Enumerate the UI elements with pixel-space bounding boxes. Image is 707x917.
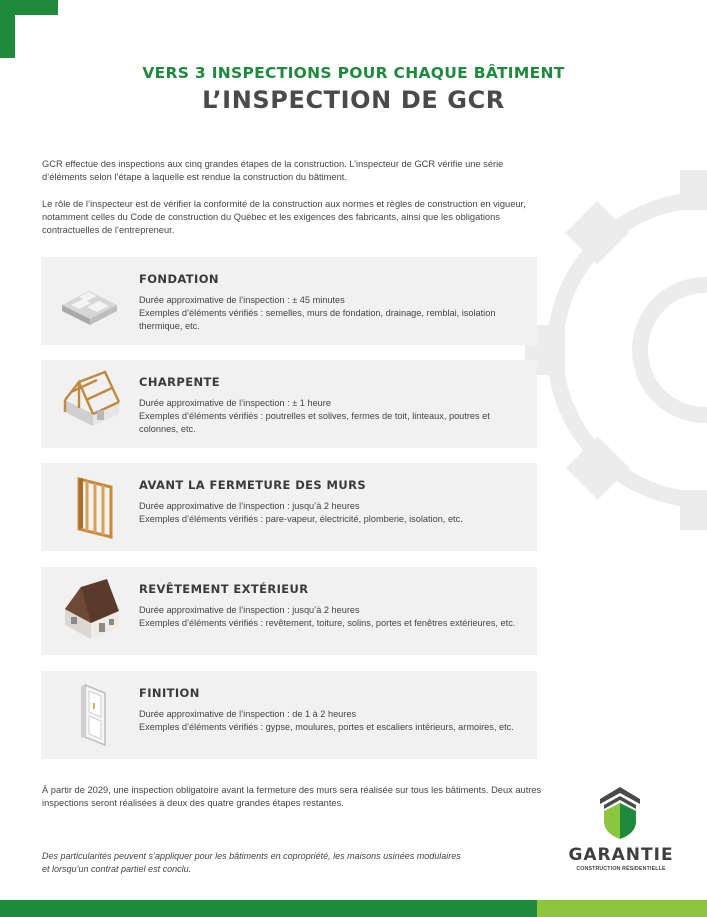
stage-examples: Exemples d’éléments vérifiés : poutrelles et solives, fermes de toit, linteaux, poutres et colonnes, etc. — [139, 411, 490, 434]
stage-title: REVÊTEMENT EXTÉRIEUR — [139, 582, 309, 596]
stage-card-finishing — [41, 671, 537, 759]
footer-bar-light — [537, 900, 707, 917]
logo-tagline: CONSTRUCTION RÉSIDENTIELLE — [576, 866, 666, 872]
page-title: L’INSPECTION DE GCR — [202, 86, 505, 114]
stage-title: FONDATION — [139, 272, 219, 286]
page-subtitle: VERS 3 INSPECTIONS POUR CHAQUE BÂTIMENT — [142, 64, 565, 82]
stage-duration: Durée approximative de l’inspection : ± 1 heure — [139, 398, 331, 408]
brand-logo — [566, 785, 676, 885]
stage-title: CHARPENTE — [139, 375, 221, 389]
stage-examples: Exemples d’éléments vérifiés : semelles, murs de fondation, drainage, remblai, isolation thermique, etc. — [139, 308, 496, 331]
corner-bracket-decoration — [0, 0, 58, 58]
stage-duration: Durée approximative de l’inspection : jusqu’à 2 heures — [139, 605, 360, 615]
stage-title: FINITION — [139, 686, 200, 700]
intro-paragraph-2: Le rôle de l’inspecteur est de vérifier la conformité de la construction aux normes et règles de construction en vigueur, notamment celles du Code de construction du Québec et les exigences des fabricants, ainsi que les obligations contractuelles de l’entrepreneur. — [42, 199, 526, 235]
logo-name: GARANTIE — [568, 845, 674, 865]
stage-examples: Exemples d’éléments vérifiés : revêtement, toiture, solins, portes et fenêtres extérieures, etc. — [139, 618, 516, 628]
footnote: Des particularités peuvent s’appliquer pour les bâtiments en copropriété, les maisons usinées modulaires et lorsqu’un contrat partiel est conclu. — [42, 851, 461, 874]
gear-watermark-icon — [515, 150, 707, 550]
house-shield-icon — [600, 785, 640, 839]
window-icon — [57, 681, 127, 747]
intro-paragraph-1: GCR effectue des inspections aux cinq grandes étapes de la construction. L’inspecteur de GCR vérifie une série d’éléments selon l’étape à laquelle est rendue la construction du bâtiment. — [42, 159, 504, 182]
stage-card-before-wall-closing — [41, 463, 537, 551]
stage-duration: Durée approximative de l’inspection : ± 45 minutes — [139, 295, 345, 305]
closing-paragraph: À partir de 2029, une inspection obligatoire avant la fermeture des murs sera réalisée sur tous les bâtiments. Deux autres inspections seront réalisées à deux des quatre grandes étapes restantes. — [42, 785, 542, 808]
wall-frame-icon — [57, 473, 127, 539]
stage-card-exterior-cladding — [41, 567, 537, 655]
footer-bar-dark — [0, 900, 537, 917]
stage-title: AVANT LA FERMETURE DES MURS — [139, 478, 367, 492]
stage-duration: Durée approximative de l’inspection : jusqu’à 2 heures — [139, 501, 360, 511]
framing-icon — [57, 370, 127, 436]
stage-card-framing — [41, 360, 537, 448]
stage-examples: Exemples d’éléments vérifiés : gypse, moulures, portes et escaliers intérieurs, armoires, etc. — [139, 722, 514, 732]
foundation-icon — [57, 267, 127, 333]
house-exterior-icon — [57, 577, 127, 643]
stage-duration: Durée approximative de l’inspection : de 1 à 2 heures — [139, 709, 357, 719]
stage-card-foundation — [41, 257, 537, 345]
stage-examples: Exemples d’éléments vérifiés : pare-vapeur, électricité, plomberie, isolation, etc. — [139, 514, 463, 524]
